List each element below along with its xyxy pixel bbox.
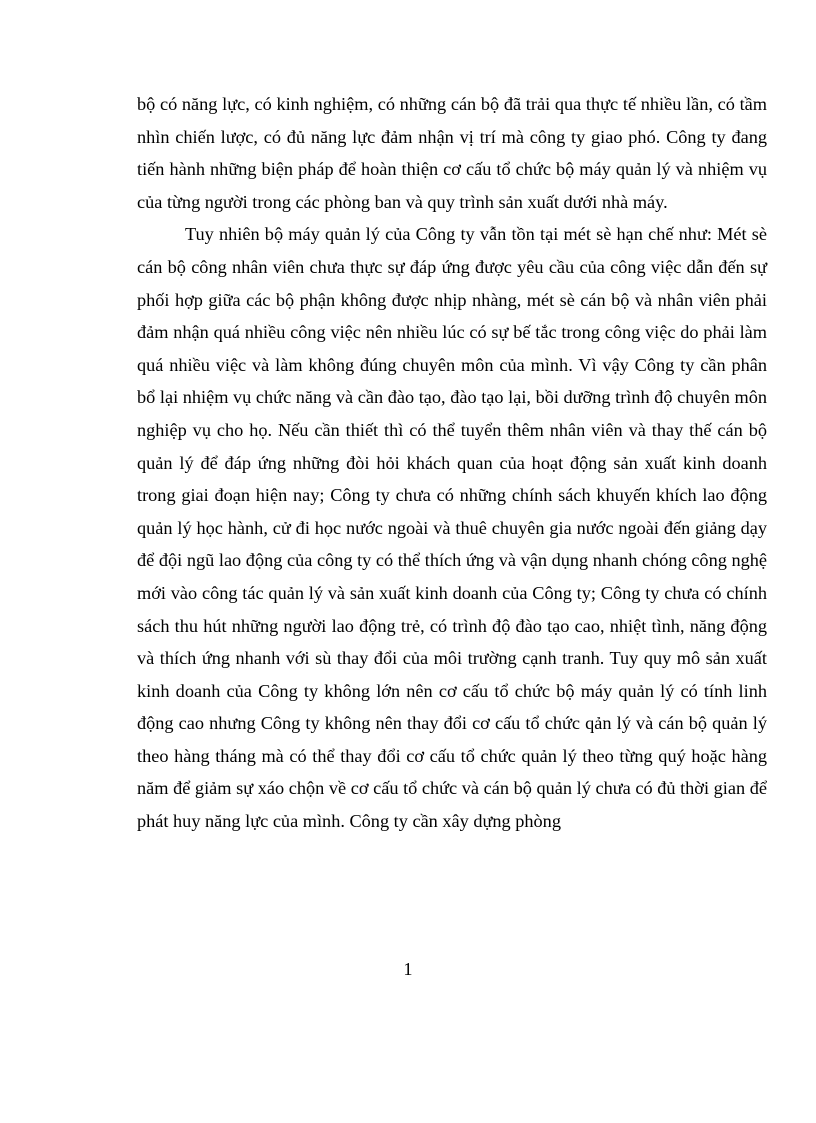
- document-body: [137, 88, 767, 838]
- paragraph-limitations: Tuy nhiên bộ máy quản lý của Công ty vẫn tồn tại mét sè hạn chế như: Mét sè cán bộ công nhân viên chưa thực sự đáp ứng được yêu cầu của công việc dẫn đến sự phối hợp giữa các bộ phận không được nhịp nhàng, mét sè cán bộ và nhân viên phải đảm nhận quá nhiều công việc nên nhiều lúc có sự bế tắc trong công việc do phải làm quá nhiều việc và làm không đúng chuyên môn của mình. Vì vậy Công ty cần phân bổ lại nhiệm vụ chức năng và cần đào tạo, đào tạo lại, bồi dưỡng trình độ chuyên môn nghiệp vụ cho họ. Nếu cần thiết thì có thể tuyển thêm nhân viên và thay thế cán bộ quản lý để đáp ứng những đòi hỏi khách quan của hoạt động sản xuất kinh doanh trong giai đoạn hiện nay; Công ty chưa có những chính sách khuyến khích lao động quản lý học hành, cử đi học nước ngoài và thuê chuyên gia nước ngoài đến giảng dạy để đội ngũ lao động của công ty có thể thích ứng và vận dụng nhanh chóng công nghệ mới vào công tác quản lý và sản xuất kinh doanh của Công ty; Công ty chưa có chính sách thu hút những người lao động trẻ, có trình độ đào tạo cao, nhiệt tình, năng động và thích ứng nhanh với sù thay đổi của môi trường cạnh tranh. Tuy quy mô sản xuất kinh doanh của Công ty không lớn nên cơ cấu tổ chức bộ máy quản lý có tính linh động cao nhưng Công ty không nên thay đổi cơ cấu tổ chức qản lý và cán bộ quản lý theo hàng tháng mà có thể thay đổi cơ cấu tổ chức quản lý theo từng quý hoặc hàng năm để giảm sự xáo chộn về cơ cấu tổ chức và cán bộ quản lý chưa có đủ thời gian để phát huy năng lực của mình. Công ty cần xây dựng phòng: [137, 224, 767, 832]
- page-number: 1: [403, 959, 413, 979]
- paragraph-continuation: bộ có năng lực, có kinh nghiệm, có những cán bộ đã trải qua thực tế nhiều lần, có tầm nhìn chiến lược, có đủ năng lực đảm nhận vị trí mà công ty giao phó. Công ty đang tiến hành những biện pháp để hoàn thiện cơ cấu tổ chức bộ máy quản lý và nhiệm vụ của từng người trong các phòng ban và quy trình sản xuất dưới nhà máy.: [137, 94, 767, 212]
